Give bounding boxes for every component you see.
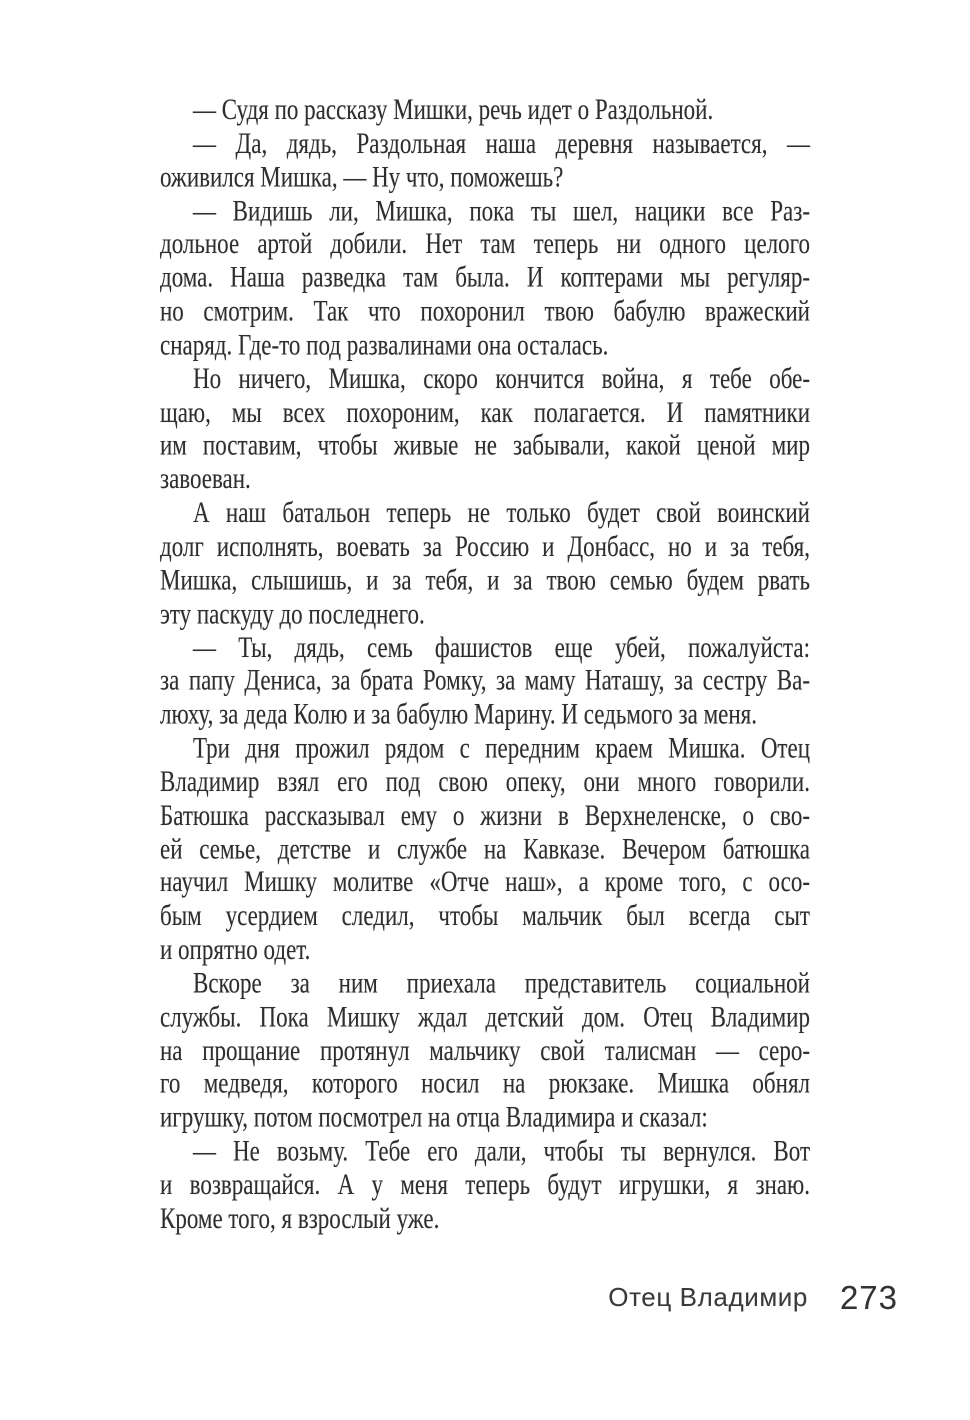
paragraph [160,496,810,630]
text-line: и опрятно одет. [160,932,311,966]
text-line: Но ничего, Мишка, скоро кончится война, я тебе обе- [193,361,810,395]
text-line: игрушку, потом посмотрел на отца Владимира и сказал: [160,1100,708,1134]
text-line: Вскоре за ним приехала представитель социальной [193,966,810,1000]
body-text [160,93,810,1235]
text-line: снаряд. Где-то под развалинами она осталась. [160,328,609,361]
text-line: за папу Дениса, за брата Ромку, за маму Наташу, за сестру Ва- [160,664,810,697]
text-line: дольное артой добили. Нет там теперь ни одного целого [160,227,810,260]
text-line: ей семье, детстве и службе на Кавказе. Вечером батюшка [160,832,810,865]
text-line: А наш батальон теперь не только будет свой воинский [193,496,810,529]
paragraph [160,967,810,1135]
text-line: Кроме того, я взрослый уже. [160,1201,440,1235]
text-line: — Не возьму. Тебе его дали, чтобы ты вернулся. Вот [193,1134,810,1168]
text-line: оживился Мишка, — Ну что, поможешь? [160,160,564,193]
text-line: долг исполнять, воевать за Россию и Донбасс, но и за тебя, [160,529,810,563]
text-line: им поставим, чтобы живые не забывали, какой ценой мир [160,428,810,462]
text-line: — Ты, дядь, семь фашистов еще убей, пожалуйста: [193,630,810,664]
text-line: Батюшка рассказывал ему о жизни в Верхнеленске, о сво- [160,798,810,832]
paragraph [160,362,810,496]
text-line: Три дня прожил рядом с передним краем Мишка. Отец [193,731,810,764]
text-line: щаю, мы всех похороним, как полагается. И памятники [160,395,810,428]
text-line: бым усердием следил, чтобы мальчик был всегда сыт [160,899,810,932]
footer-running-title: Отец Владимир [608,1282,808,1312]
paragraph [160,631,810,732]
text-line: эту паскуду до последнего. [160,596,425,630]
text-line: Мишка, слышишь, и за тебя, и за твою семью будем рвать [160,563,810,596]
paragraph [160,194,810,362]
paragraph [160,93,810,127]
text-line: службы. Пока Мишку ждал детский дом. Отец Владимир [160,1000,810,1033]
paragraph [160,127,810,194]
footer-page-number: 273 [839,1279,898,1316]
text-line: Владимир взял его под свою опеку, они много говорили. [160,764,810,798]
paragraph [160,731,810,966]
text-line: — Видишь ли, Мишка, пока ты шел, нацики все Раз- [193,193,810,227]
text-line: — Да, дядь, Раздольная наша деревня называется, — [193,126,810,160]
text-line: научил Мишку молитве «Отче наш», а кроме того, с осо- [160,865,810,899]
text-line: го медведя, которого носил на рюкзаке. Мишка обнял [160,1067,810,1100]
text-line: на прощание протянул мальчику свой талисман — серо- [160,1033,810,1067]
text-line: и возвращайся. А у меня теперь будут игрушки, я знаю. [160,1168,810,1201]
text-line: завоеван. [160,462,251,496]
text-line: дома. Наша разведка там была. И коптерами мы регуляр- [160,260,810,294]
text-line: но смотрим. Так что похоронил твою бабулю вражеский [160,294,810,328]
text-line: — Судя по рассказу Мишки, речь идет о Раздольной. [193,93,714,126]
paragraph [160,1135,810,1236]
text-line: люху, за деда Колю и за бабулю Марину. И седьмого за меня. [160,697,757,731]
